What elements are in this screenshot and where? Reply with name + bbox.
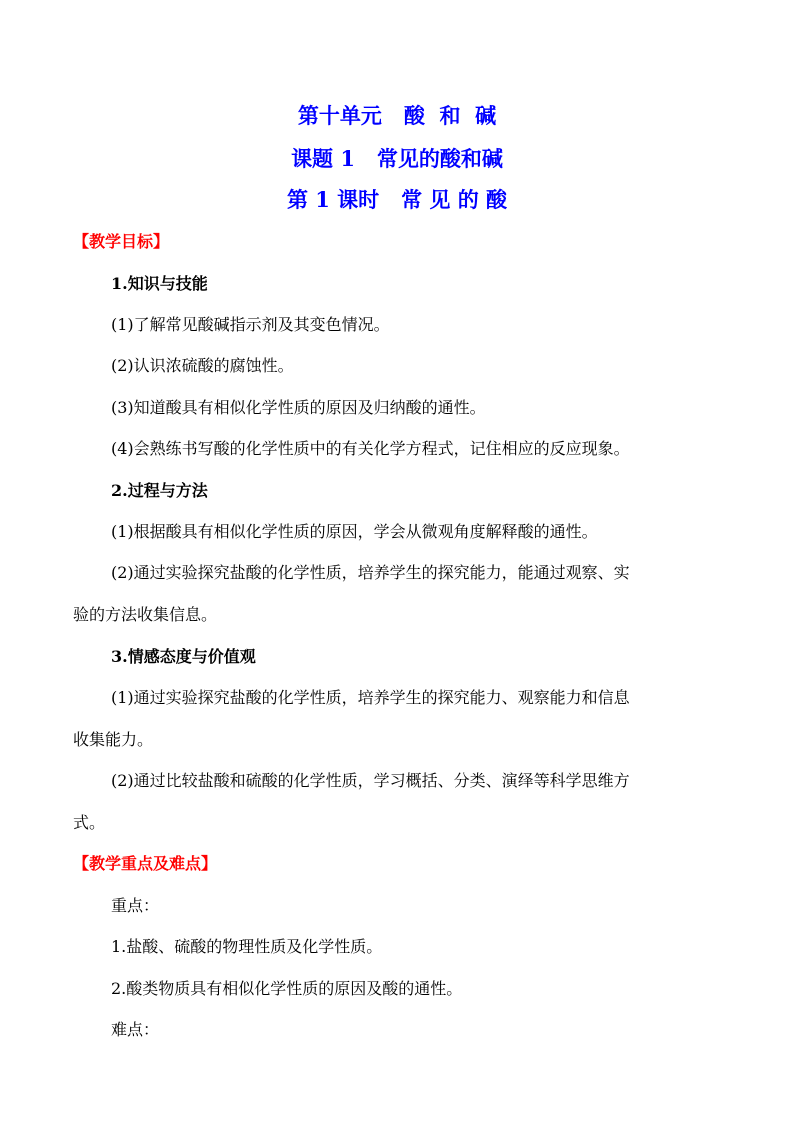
key-points-heading: 【教学重点及难点】 (73, 854, 218, 873)
knowledge-item-2: (2)认识浓硫酸的腐蚀性。 (111, 356, 294, 375)
process-item-1: (1)根据酸具有相似化学性质的原因，学会从微观角度解释酸的通性。 (111, 522, 598, 541)
period-title: 第 1 课时 常 见 的 酸 (286, 187, 508, 212)
knowledge-heading: 1.知识与技能 (111, 274, 208, 293)
lesson-title: 课题 1 常见的酸和碱 (291, 146, 503, 171)
process-item-2-line-1: (2)通过实验探究盐酸的化学性质，培养学生的探究能力，能通过观察、实 (111, 563, 630, 582)
process-heading: 2.过程与方法 (111, 481, 208, 500)
attitude-item-2-line-1: (2)通过比较盐酸和硫酸的化学性质，学习概括、分类、演绎等科学思维方 (111, 771, 630, 790)
difficulty-label: 难点： (111, 1020, 160, 1039)
attitude-heading: 3.情感态度与价值观 (111, 647, 256, 666)
process-item-2-line-2: 验的方法收集信息。 (73, 605, 218, 624)
attitude-item-1-line-1: (1)通过实验探究盐酸的化学性质，培养学生的探究能力、观察能力和信息 (111, 688, 630, 707)
knowledge-item-4: (4)会熟练书写酸的化学性质中的有关化学方程式，记住相应的反应现象。 (111, 439, 630, 458)
attitude-item-2-line-2: 式。 (73, 813, 106, 832)
knowledge-item-1: (1)了解常见酸碱指示剂及其变色情况。 (111, 315, 390, 334)
knowledge-item-3: (3)知道酸具有相似化学性质的原因及归纳酸的通性。 (111, 398, 486, 417)
focus-item-2: 2.酸类物质具有相似化学性质的原因及酸的通性。 (111, 979, 463, 998)
focus-item-1: 1.盐酸、硫酸的物理性质及化学性质。 (111, 937, 383, 956)
attitude-item-1-line-2: 收集能力。 (73, 730, 154, 749)
focus-label: 重点： (111, 896, 160, 915)
objectives-heading: 【教学目标】 (73, 232, 170, 251)
unit-title: 第十单元 酸 和 碱 (297, 103, 497, 128)
